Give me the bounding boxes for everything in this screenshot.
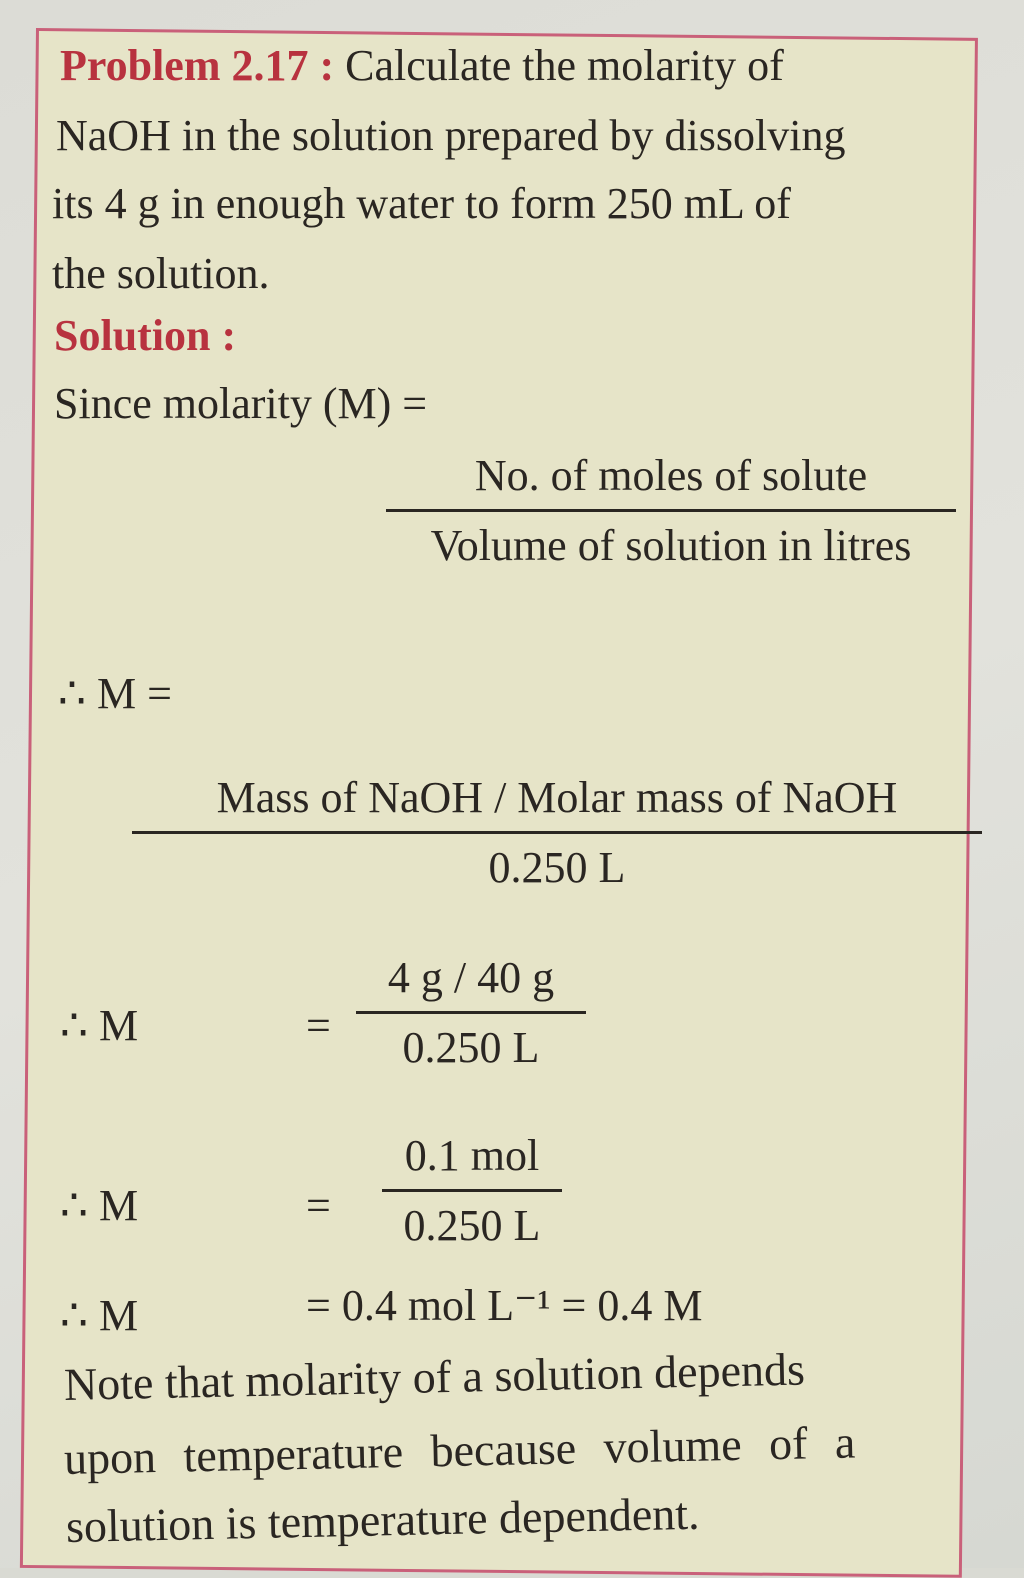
solution-heading: Solution : [54, 311, 237, 360]
problem-line-2: NaOH in the solution prepared by dissolving [56, 111, 846, 160]
problem-label: Problem 2.17 : [60, 41, 335, 90]
step2-numerator: 4 g / 40 g [387, 953, 555, 1002]
problem-line-4: the solution. [52, 249, 270, 298]
formula-denominator: Volume of solution in litres [430, 521, 912, 570]
step2-equals: = [306, 1001, 331, 1050]
step3-lhs: ∴ M [60, 1181, 139, 1230]
note-line-3: solution is temperature dependent. [65, 1487, 701, 1552]
step1-denominator: 0.250 L [488, 843, 626, 892]
problem-line-3: its 4 g in enough water to form 250 mL of [52, 179, 791, 228]
step2-fraction [356, 952, 586, 1073]
formula-numerator: No. of moles of solute [474, 451, 868, 500]
step2-denominator: 0.250 L [402, 1023, 540, 1072]
step1-numerator: Mass of NaOH / Molar mass of NaOH [216, 773, 898, 822]
problem-line-1 [60, 40, 784, 91]
step3-equals: = [306, 1181, 331, 1230]
step1-fraction [132, 772, 982, 893]
fraction-bar [386, 509, 956, 512]
step3-numerator: 0.1 mol [404, 1131, 540, 1180]
step2-lhs: ∴ M [60, 1001, 139, 1050]
problem-text-1: Calculate the molarity of [345, 41, 784, 90]
step1-lhs: ∴ M = [58, 669, 172, 718]
solution-intro: Since molarity (M) = [54, 379, 428, 428]
step3-fraction [382, 1130, 562, 1251]
note-line-1: Note that molarity of a solution depends [63, 1343, 806, 1410]
fraction-bar [382, 1189, 562, 1192]
step4-result: = 0.4 mol L⁻¹ = 0.4 M [306, 1281, 703, 1330]
fraction-bar [356, 1011, 586, 1014]
molarity-formula [386, 450, 956, 571]
note-line-2: upon temperature because volume of a [63, 1416, 856, 1484]
fraction-bar [132, 831, 982, 834]
step4-lhs: ∴ M [60, 1291, 139, 1340]
step3-denominator: 0.250 L [403, 1201, 541, 1250]
